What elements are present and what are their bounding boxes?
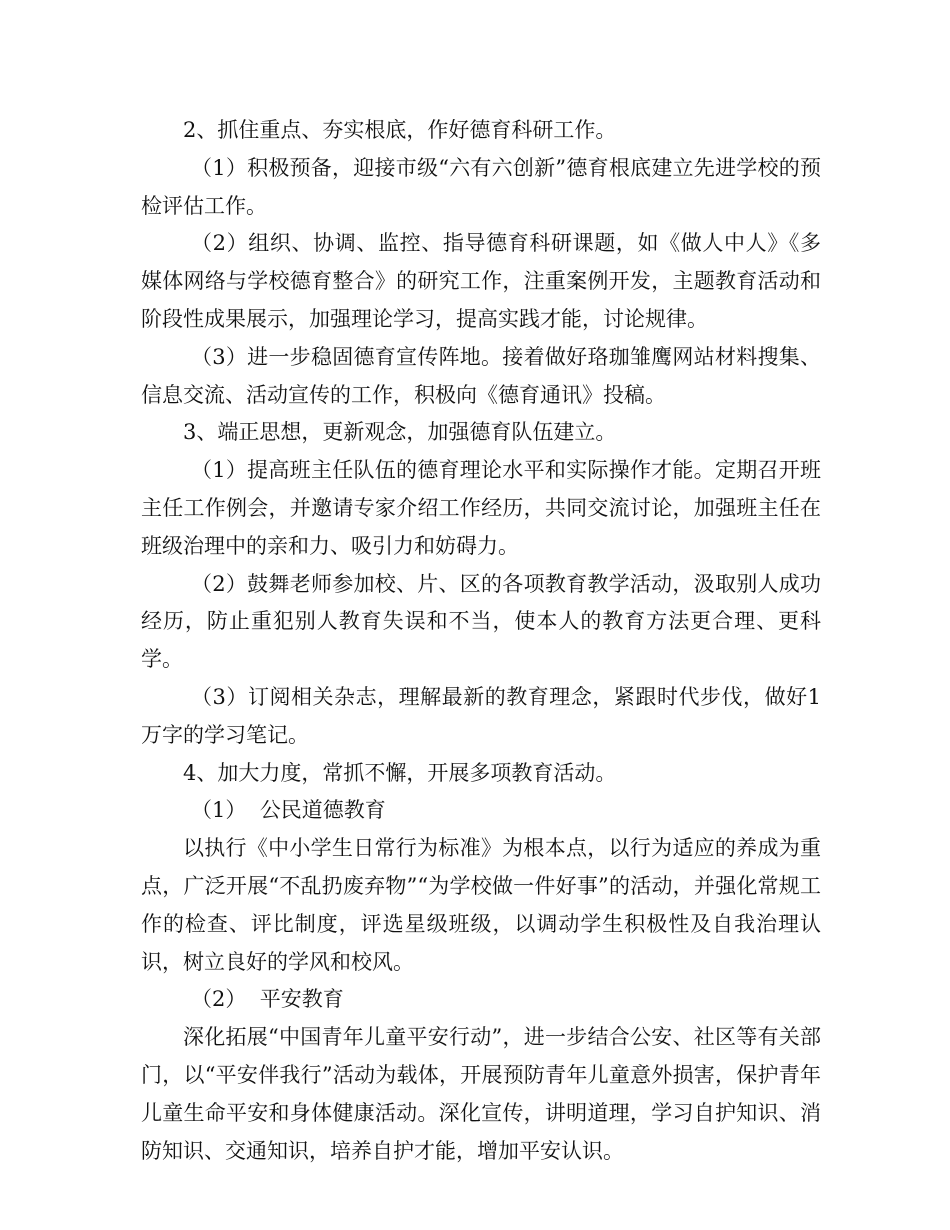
document-body — [141, 112, 821, 1170]
paragraph-item-2-2: （2）组织、协调、监控、指导德育科研课题，如《做人中人》《多媒体网络与学校德育整合》的研究工作，注重案例开发，主题教育活动和阶段性成果展示，加强理论学习，提高实践才能，讨论规律。 — [141, 231, 821, 331]
paragraph-item-2-3: （3）进一步稳固德育宣传阵地。接着做好珞珈雏鹰网站材料搜集、信息交流、活动宣传的工作，积极向《德育通讯》投稿。 — [141, 344, 821, 407]
paragraph-item-2-1: （1）积极预备，迎接市级“六有六创新”德育根底建立先进学校的预检评估工作。 — [141, 155, 821, 218]
section-heading-3: 3、端正思想，更新观念，加强德育队伍建立。 — [183, 420, 617, 445]
paragraph-item-3-1: （1）提高班主任队伍的德育理论水平和实际操作才能。定期召开班主任工作例会，并邀请专家介绍工作经历，共同交流讨论，加强班主任在班级治理中的亲和力、吸引力和妨碍力。 — [141, 458, 821, 558]
paragraph-item-3-3: （3）订阅相关杂志，理解最新的教育理念，紧跟时代步伐，做好1万字的学习笔记。 — [141, 684, 821, 747]
subheading-4-2: （2） 平安教育 — [191, 987, 344, 1012]
subheading-4-1: （1） 公民道德教育 — [191, 798, 386, 823]
paragraph-item-3-2: （2）鼓舞老师参加校、片、区的各项教育教学活动，汲取别人成功经历，防止重犯别人教育失误和不当，使本人的教育方法更合理、更科学。 — [141, 571, 821, 672]
paragraph-4-1-body: 以执行《中小学生日常行为标准》为根本点，以行为适应的养成为重点，广泛开展“不乱扔废弃物”“为学校做一件好事”的活动，并强化常规工作的检查、评比制度，评选星级班级，以调动学生积极性及自我治理认识，树立良好的学风和校风。 — [141, 836, 821, 974]
paragraph-4-2-body: 深化拓展“中国青年儿童平安行动”，进一步结合公安、社区等有关部门，以“平安伴我行”活动为载体，开展预防青年儿童意外损害，保护青年儿童生命平安和身体健康活动。深化宣传，讲明道理，学习自护知识、消防知识、交通知识，培养自护才能，增加平安认识。 — [141, 1025, 821, 1163]
section-heading-2: 2、抓住重点、夯实根底，作好德育科研工作。 — [183, 118, 617, 142]
section-heading-4: 4、加大力度，常抓不懈，开展多项教育活动。 — [183, 760, 617, 785]
